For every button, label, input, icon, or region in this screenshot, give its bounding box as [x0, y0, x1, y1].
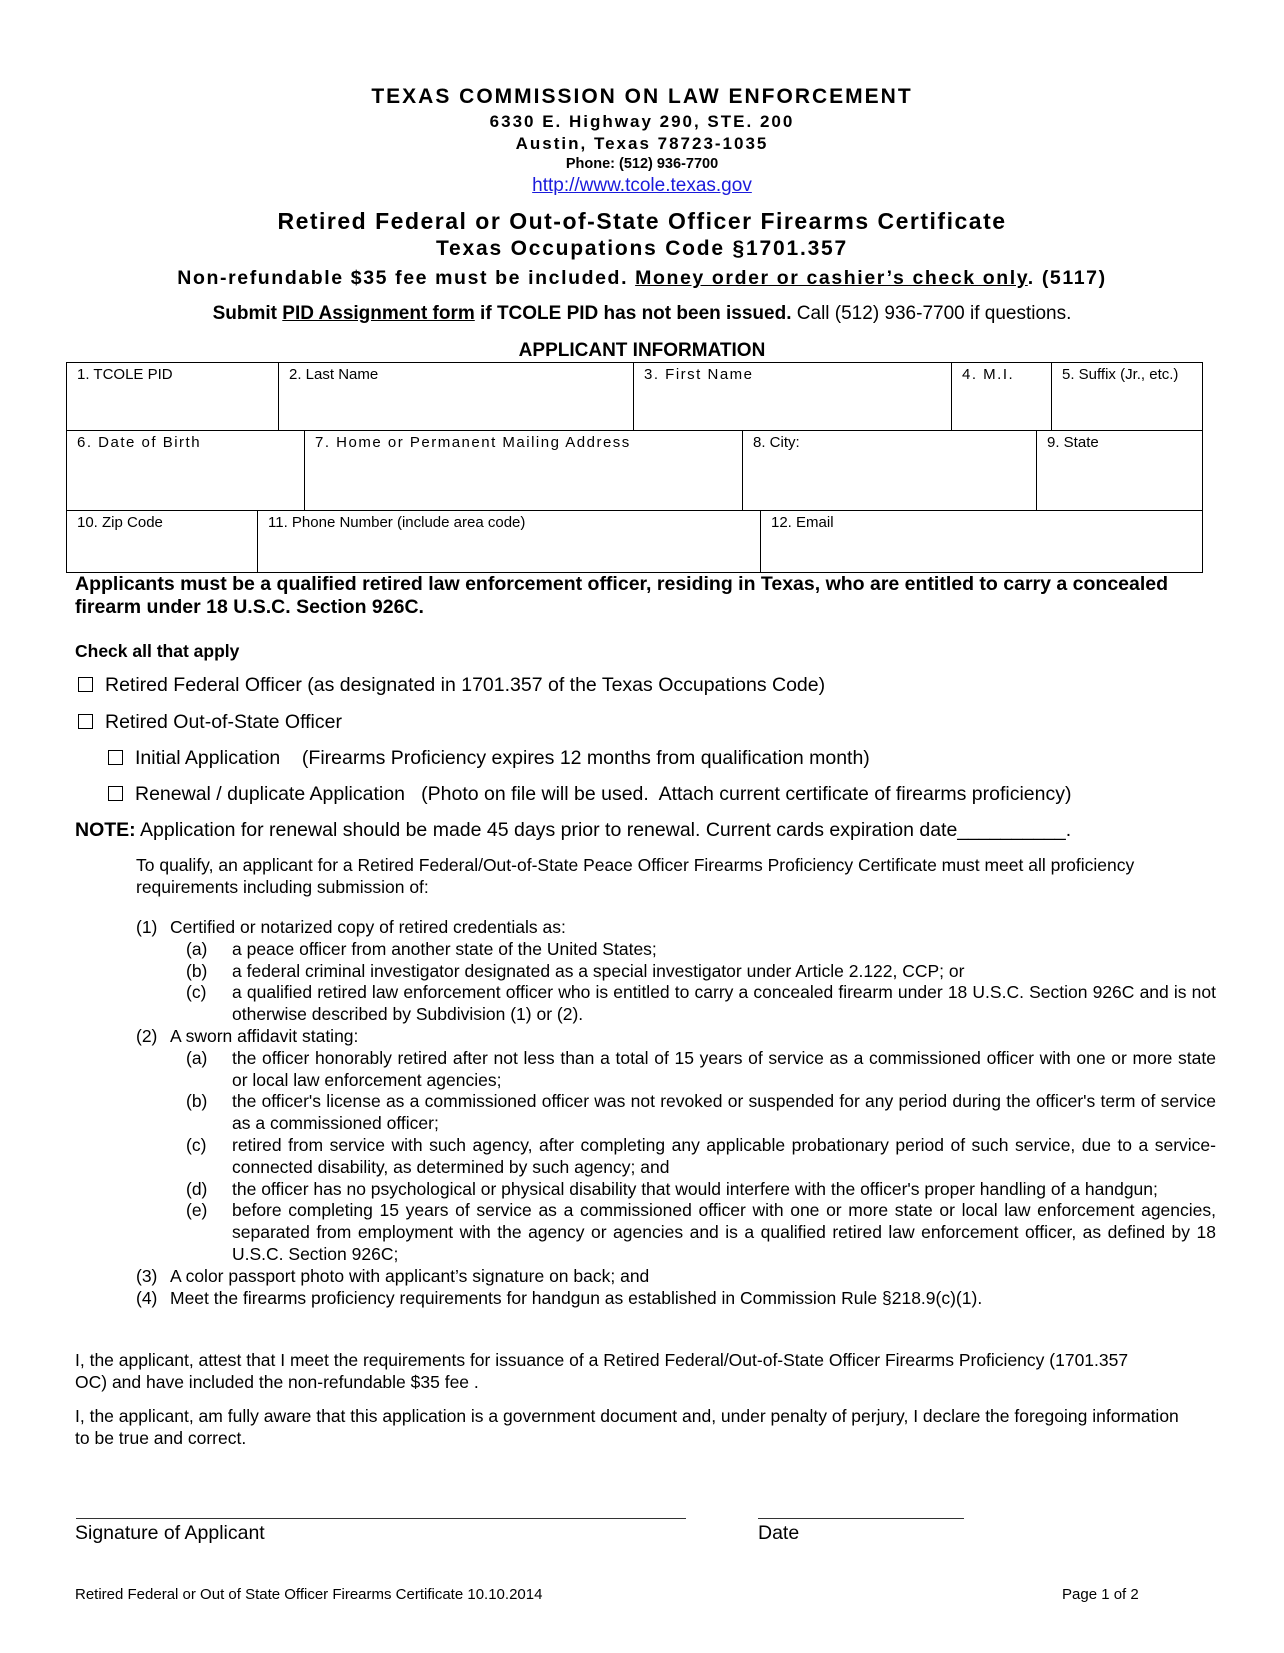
- requirement-item: [136, 1266, 1216, 1288]
- subitem-text: a qualified retired law enforcement officer who is entitled to carry a concealed firearm under 18 U.S.C. Section 926C and is not otherwise described by Subdivision (1) or (2).: [232, 982, 1216, 1025]
- checkbox[interactable]: [78, 714, 93, 729]
- option-label: Retired Federal Officer (as designated in 1701.357 of the Texas Occupations Code): [105, 674, 826, 696]
- applicant-heading: APPLICANT INFORMATION: [518, 340, 766, 361]
- subitem-letter: (b): [186, 960, 208, 981]
- field-tcole-pid[interactable]: 1. TCOLE PID: [67, 363, 279, 431]
- requirement-subitem: [136, 982, 1216, 1026]
- item-text: Certified or notarized copy of retired credentials as:: [170, 917, 566, 937]
- check-all-label: Check all that apply: [75, 641, 240, 661]
- payment-method: Money order or cashier’s check only: [635, 267, 1028, 289]
- requirement-subitem: [136, 1091, 1216, 1135]
- requirement-subitem: [136, 1179, 1216, 1201]
- eligibility-statement: Applicants must be a qualified retired law enforcement officer, residing in Texas, who are entitled to carry a concealed firearm under 18 U.S.C. Section 926C.: [75, 573, 1169, 618]
- date-line[interactable]: [758, 1518, 964, 1519]
- item-text: A sworn affidavit stating:: [170, 1025, 359, 1046]
- requirement-subitem: [136, 1048, 1216, 1092]
- field-zip-code[interactable]: 10. Zip Code: [67, 511, 258, 573]
- requirement-subitem: [136, 1200, 1216, 1265]
- pid-notice: [0, 303, 1284, 325]
- attestation-perjury: I, the applicant, am fully aware that this application is a government document and, under penalty of perjury, I declare the foregoing information to be true and correct.: [75, 1406, 1179, 1448]
- subitem-text: the officer honorably retired after not less than a total of 15 years of service as a commissioned officer with one or more state or local law enforcement agencies;: [232, 1047, 1216, 1090]
- pid-assignment-link[interactable]: PID Assignment form: [282, 303, 475, 324]
- subitem-letter: (a): [186, 938, 208, 959]
- checkbox[interactable]: [78, 677, 93, 692]
- pid-text-2: if TCOLE PID has not been issued.: [474, 303, 792, 324]
- applicant-row-2: [66, 430, 1203, 511]
- footer-form-id: Retired Federal or Out of State Officer Firearms Certificate 10.10.2014: [75, 1586, 543, 1603]
- requirement-item: [136, 1288, 1216, 1310]
- field-date-of-birth[interactable]: 6. Date of Birth: [67, 431, 305, 511]
- item-number: (2): [136, 1025, 158, 1046]
- page-number: Page 1 of 2: [1062, 1586, 1139, 1603]
- address-line-2: Austin, Texas 78723-1035: [515, 134, 769, 153]
- note-label: NOTE:: [75, 819, 136, 841]
- subitem-letter: (e): [186, 1200, 208, 1221]
- item-number: (4): [136, 1287, 158, 1308]
- option-renewal-application[interactable]: [108, 783, 1071, 806]
- item-number: (3): [136, 1265, 158, 1286]
- requirement-item: [136, 917, 1216, 939]
- item-text: A color passport photo with applicant’s signature on back; and: [170, 1265, 650, 1286]
- option-label: Retired Out-of-State Officer: [105, 711, 342, 733]
- requirement-subitem: [136, 961, 1216, 983]
- form-title: Retired Federal or Out-of-State Officer Firearms Certificate: [277, 208, 1007, 234]
- fee-notice: [0, 267, 1284, 290]
- field-last-name[interactable]: 2. Last Name: [279, 363, 634, 431]
- item-number: (1): [136, 917, 158, 937]
- option-initial-application[interactable]: [108, 747, 870, 770]
- subitem-letter: (c): [186, 982, 207, 1003]
- fee-text: Non-refundable $35 fee must be included.: [177, 267, 636, 289]
- subitem-letter: (d): [186, 1178, 208, 1199]
- option-retired-federal[interactable]: [78, 674, 825, 697]
- option-label: Initial Application (Firearms Proficiency expires 12 months from qualification month): [135, 747, 870, 769]
- field-mi[interactable]: 4. M.I.: [952, 363, 1052, 431]
- date-label: Date: [758, 1522, 800, 1544]
- applicant-row-1: [66, 362, 1203, 431]
- field-city[interactable]: 8. City:: [743, 431, 1037, 511]
- requirement-subitem: [136, 1135, 1216, 1179]
- subitem-letter: (b): [186, 1091, 208, 1112]
- statute-code: Texas Occupations Code §1701.357: [435, 237, 849, 260]
- subitem-text: a peace officer from another state of the United States;: [232, 938, 657, 959]
- checkbox[interactable]: [108, 786, 123, 801]
- requirement-item: [136, 1026, 1216, 1048]
- item-text: Meet the firearms proficiency requirements for handgun as established in Commission Rule §218.9(c)(1).: [170, 1287, 983, 1308]
- subitem-text: retired from service with such agency, after completing any applicable probationary period of such service, due to a service-connected disability, as determined by such agency; and: [232, 1134, 1216, 1177]
- signature-line[interactable]: [76, 1518, 686, 1519]
- subitem-text: a federal criminal investigator designated as a special investigator under Article 2.122, CCP; or: [232, 960, 965, 981]
- address-line-1: 6330 E. Highway 290, STE. 200: [489, 112, 795, 131]
- checkbox[interactable]: [108, 750, 123, 765]
- fee-code: . (5117): [1027, 267, 1107, 289]
- field-email[interactable]: 12. Email: [761, 511, 1203, 573]
- contact-text: Call (512) 936-7700 if questions.: [791, 303, 1072, 324]
- subitem-letter: (c): [186, 1134, 207, 1155]
- signature-label: Signature of Applicant: [75, 1522, 265, 1544]
- subitem-letter: (a): [186, 1047, 208, 1068]
- note-text: Application for renewal should be made 45 days prior to renewal. Current cards expiration date__________.: [135, 819, 1072, 841]
- phone: Phone: (512) 936-7700: [565, 156, 719, 172]
- renewal-note: [75, 819, 1071, 842]
- subitem-text: the officer's license as a commissioned officer was not revoked or suspended for any period during the officer's term of service as a commissioned officer;: [232, 1091, 1216, 1134]
- requirement-subitem: [136, 939, 1216, 961]
- field-first-name[interactable]: 3. First Name: [634, 363, 952, 431]
- field-phone-number[interactable]: 11. Phone Number (include area code): [258, 511, 761, 573]
- requirements-list: [136, 917, 1216, 1309]
- option-label: Renewal / duplicate Application (Photo on file will be used. Attach current certificate of firearms proficiency): [135, 783, 1072, 805]
- applicant-row-3: [66, 510, 1203, 573]
- field-mailing-address[interactable]: 7. Home or Permanent Mailing Address: [305, 431, 743, 511]
- website-link[interactable]: http://www.tcole.texas.gov: [532, 175, 752, 196]
- org-name: TEXAS COMMISSION ON LAW ENFORCEMENT: [371, 85, 913, 108]
- qualify-intro: To qualify, an applicant for a Retired Federal/Out-of-State Peace Officer Firearms Proficiency Certificate must meet all proficiency requirements including submission of:: [136, 855, 1135, 897]
- pid-text: Submit: [212, 303, 283, 324]
- subitem-text: before completing 15 years of service as a commissioned officer with one or more state or local law enforcement agencies, separated from employment with the agency or agencies and is a qualified retired law enforcement officer, as defined by 18 U.S.C. Section 926C;: [232, 1200, 1216, 1264]
- field-suffix[interactable]: 5. Suffix (Jr., etc.): [1052, 363, 1203, 431]
- subitem-text: the officer has no psychological or physical disability that would interfere with the officer's proper handling of a handgun;: [232, 1178, 1158, 1199]
- option-retired-out-of-state[interactable]: [78, 711, 342, 734]
- field-state[interactable]: 9. State: [1037, 431, 1203, 511]
- attestation-fee: I, the applicant, attest that I meet the requirements for issuance of a Retired Federal/Out-of-State Officer Firearms Proficiency (1701.357 OC) and have included the non-refundable $35 fee .: [75, 1350, 1129, 1392]
